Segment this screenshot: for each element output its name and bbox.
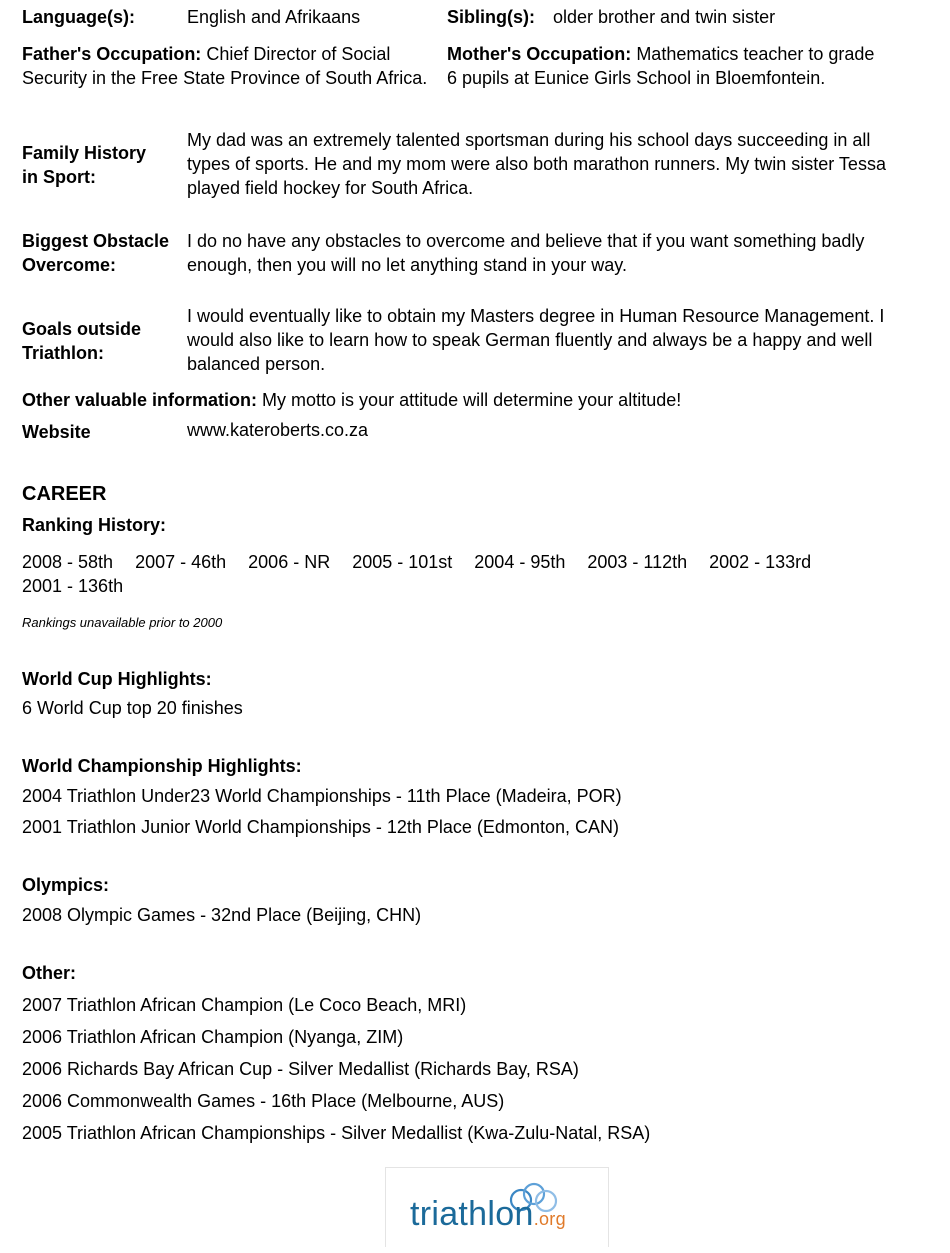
language-value: English and Afrikaans — [187, 7, 361, 27]
family-history-value: My dad was an extremely talented sportsman during his school days succeeding in all types of sports. He and my mom were also both marathon runners. My twin sister Tessa played field hockey for South Africa. — [187, 130, 886, 198]
other-item: 2006 Triathlon African Champion (Nyanga, ZIM) — [22, 1027, 404, 1047]
ranking-item: 2005 - 101st — [352, 552, 453, 572]
logo-text-main: triathl — [410, 1195, 496, 1233]
ranking-history-heading: Ranking History: — [22, 515, 167, 535]
family-history-label-line1: Family History — [22, 143, 147, 163]
logo-text-after: n — [514, 1195, 534, 1233]
father-occupation-value: Chief Director of Social Security in the Free State Province of South Africa. — [22, 44, 428, 88]
goals-value: I would eventually like to obtain my Masters degree in Human Resource Management. I would also like to learn how to speak German fluently and always be a happy and well balanced person. — [187, 306, 885, 374]
svg-text:triathlon.org: triathlon.org — [410, 1195, 566, 1233]
ranking-note: Rankings unavailable prior to 2000 — [22, 615, 223, 630]
mother-occupation-value: Mathematics teacher to grade 6 pupils at Eunice Girls School in Bloemfontein. — [447, 44, 875, 88]
world-championship-item: 2004 Triathlon Under23 World Championships - 11th Place (Madeira, POR) — [22, 786, 622, 806]
other-info-label: Other valuable information: — [22, 390, 258, 410]
ranking-item: 2007 - 46th — [135, 552, 227, 572]
ranking-item: 2002 - 133rd — [709, 552, 812, 572]
ranking-list — [22, 550, 922, 598]
career-heading: CAREER — [22, 483, 107, 505]
other-item: 2006 Commonwealth Games - 16th Place (Melbourne, AUS) — [22, 1091, 505, 1111]
logo-text-suffix: .org — [533, 1209, 566, 1229]
father-occupation — [22, 42, 432, 90]
ranking-item: 2008 - 58th — [22, 552, 114, 572]
ranking-item: 2004 - 95th — [474, 552, 566, 572]
website-label: Website — [22, 422, 91, 442]
goals-label — [22, 317, 141, 365]
sibling-value: older brother and twin sister — [553, 7, 776, 27]
obstacle-value: I do no have any obstacles to overcome and believe that if you want something badly enough, then you will no let anything stand in your way. — [187, 231, 865, 275]
website-link[interactable]: www.kateroberts.co.za — [187, 420, 369, 440]
mother-occupation-label: Mother's Occupation: — [447, 44, 632, 64]
sibling-label: Sibling(s): — [447, 7, 535, 27]
triathlon-logo-graphic — [386, 1168, 610, 1248]
family-history-label-line2: in Sport: — [22, 167, 96, 187]
world-cup-heading: World Cup Highlights: — [22, 669, 212, 689]
father-occupation-label: Father's Occupation: — [22, 44, 202, 64]
ranking-item: 2003 - 112th — [587, 552, 688, 572]
goals-label-line2: Triathlon: — [22, 343, 104, 363]
world-cup-item: 6 World Cup top 20 finishes — [22, 698, 243, 718]
obstacle-label — [22, 229, 169, 277]
language-label: Language(s): — [22, 7, 136, 27]
other-item: 2006 Richards Bay African Cup - Silver Medallist (Richards Bay, RSA) — [22, 1059, 579, 1079]
other-heading: Other: — [22, 963, 76, 983]
other-item: 2005 Triathlon African Championships - Silver Medallist (Kwa-Zulu-Natal, RSA) — [22, 1123, 651, 1143]
family-history-label — [22, 141, 146, 189]
olympics-heading: Olympics: — [22, 875, 110, 895]
ranking-item: 2001 - 136th — [22, 576, 124, 596]
mother-occupation — [447, 42, 887, 90]
other-info — [22, 388, 681, 412]
triathlon-logo[interactable] — [385, 1167, 609, 1247]
ranking-item: 2006 - NR — [248, 552, 331, 572]
olympics-item: 2008 Olympic Games - 32nd Place (Beijing, CHN) — [22, 905, 422, 925]
world-championship-item: 2001 Triathlon Junior World Championships - 12th Place (Edmonton, CAN) — [22, 817, 619, 837]
goals-label-line1: Goals outside — [22, 319, 142, 339]
world-championship-heading: World Championship Highlights: — [22, 756, 302, 776]
other-info-value: My motto is your attitude will determine your altitude! — [262, 390, 682, 410]
other-item: 2007 Triathlon African Champion (Le Coco Beach, MRI) — [22, 995, 467, 1015]
obstacle-label-line1: Biggest Obstacle — [22, 231, 170, 251]
obstacle-label-line2: Overcome: — [22, 255, 117, 275]
